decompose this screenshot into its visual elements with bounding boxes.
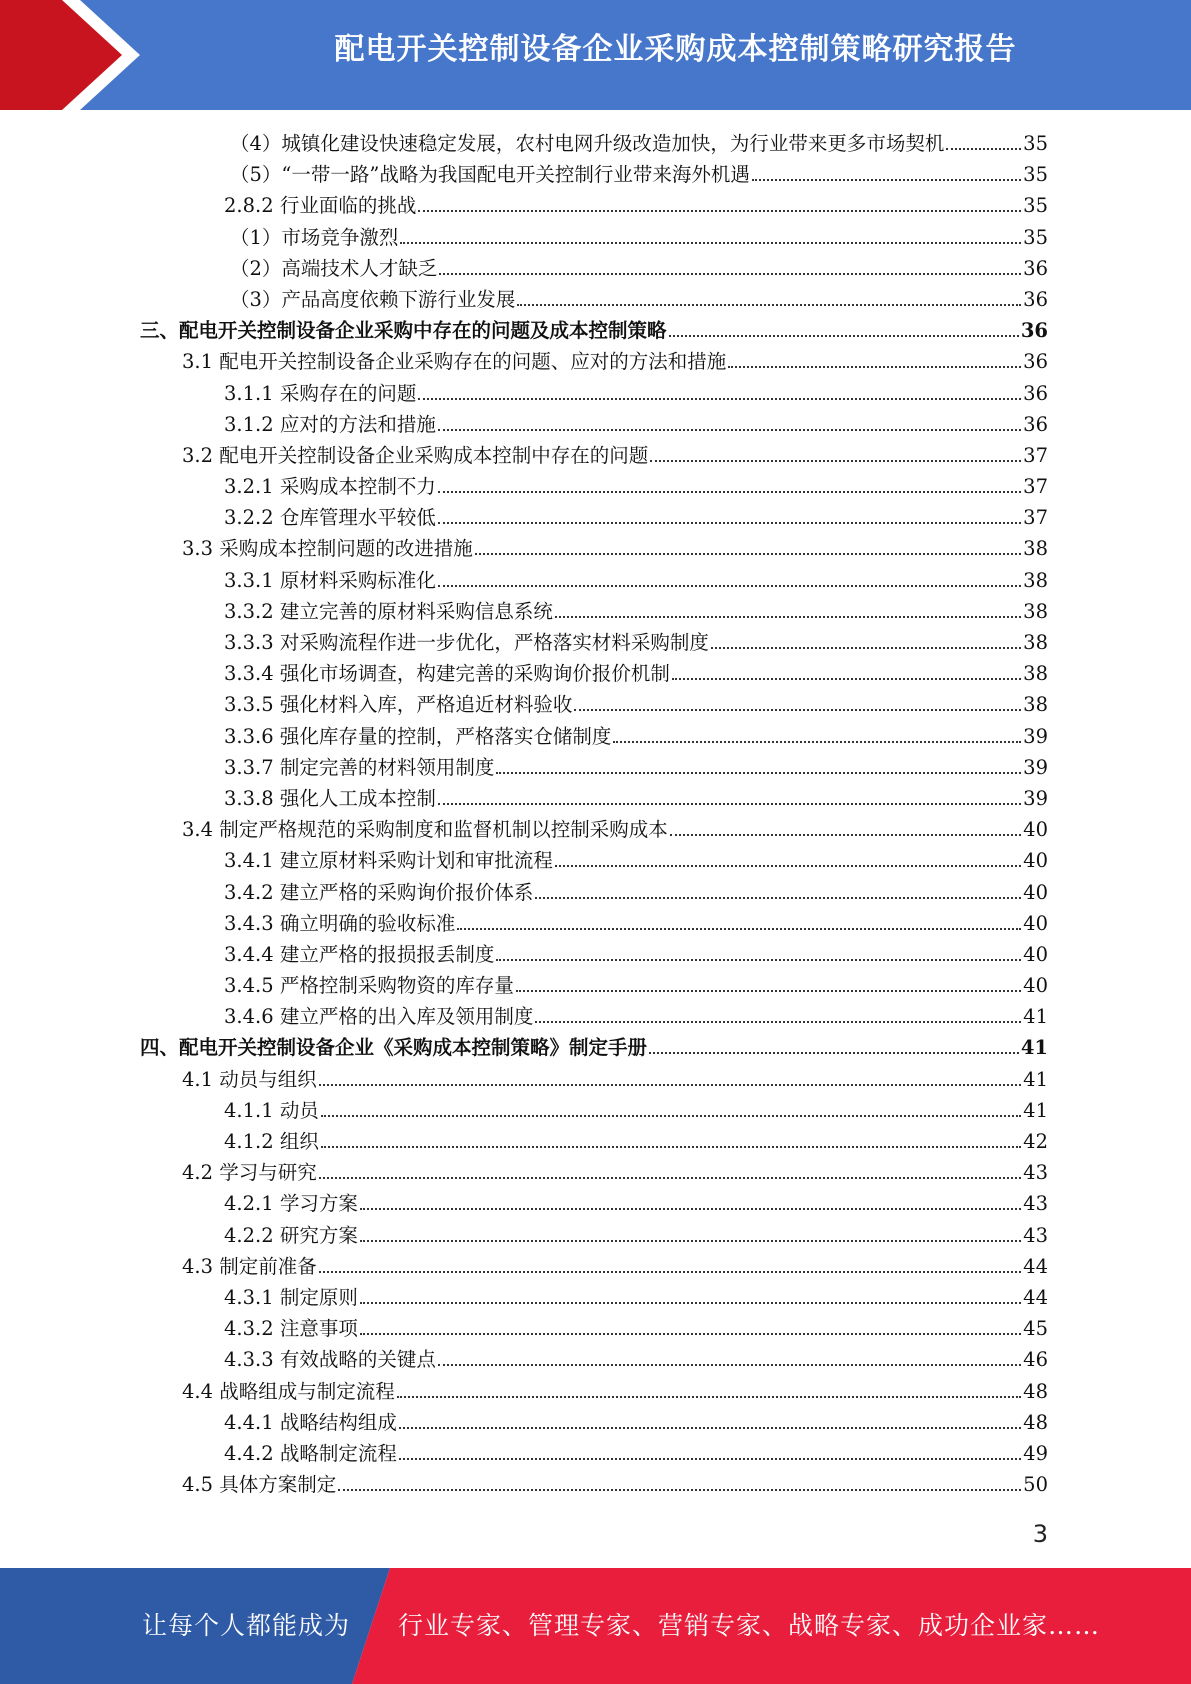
toc-dot-leader [555,616,1021,618]
toc-dot-leader [535,1021,1021,1023]
toc-entry[interactable] [140,1095,1048,1126]
toc-dot-leader [728,366,1021,368]
toc-entry-label: 4.4.2 战略制定流程 [224,1441,397,1465]
toc-dot-leader [438,491,1021,493]
toc-entry[interactable] [140,689,1048,720]
toc-entry[interactable] [140,1282,1048,1313]
page-number: 3 [1032,1520,1048,1548]
toc-entry[interactable] [140,1032,1048,1063]
toc-entry-label: 4.3.1 制定原则 [224,1285,358,1309]
toc-dot-leader [418,210,1021,212]
toc-entry-label: 4.4 战略组成与制定流程 [182,1379,395,1403]
toc-entry-page: 36 [1023,287,1048,311]
table-of-contents [140,128,1048,1500]
toc-entry[interactable] [140,1407,1048,1438]
toc-entry[interactable] [140,284,1048,315]
toc-entry-page: 37 [1023,443,1048,467]
toc-dot-leader [650,460,1021,462]
toc-entry[interactable] [140,253,1048,284]
toc-entry[interactable] [140,1126,1048,1157]
toc-entry-label: 4.1 动员与组织 [182,1067,317,1091]
toc-dot-leader [670,834,1021,836]
toc-entry-page: 36 [1023,381,1048,405]
toc-entry[interactable] [140,159,1048,190]
toc-entry-label: 3.1 配电开关控制设备企业采购存在的问题、应对的方法和措施 [182,350,727,374]
toc-dot-leader [360,1302,1021,1304]
toc-dot-leader [321,1146,1021,1148]
toc-entry-page: 44 [1023,1285,1048,1309]
toc-entry-page: 35 [1023,194,1048,218]
toc-entry[interactable] [140,814,1048,845]
toc-entry-label: 4.2.1 学习方案 [224,1192,358,1216]
toc-entry-page: 36 [1023,350,1048,374]
toc-entry[interactable] [140,471,1048,502]
footer-slogan-left: 让每个人都能成为 [142,1611,351,1640]
toc-entry[interactable] [140,939,1048,970]
toc-entry-label: 3.4.2 建立严格的采购询价报价体系 [224,880,534,904]
toc-entry[interactable] [140,502,1048,533]
toc-entry-page: 36 [1020,319,1048,343]
toc-entry[interactable] [140,378,1048,409]
toc-entry-label: 4.2 学习与研究 [182,1161,317,1185]
toc-entry[interactable] [140,533,1048,564]
toc-entry-page: 45 [1023,1317,1048,1341]
toc-entry-page: 43 [1023,1223,1048,1247]
toc-entry-page: 43 [1023,1192,1048,1216]
toc-entry-label: 4.5 具体方案制定 [182,1473,337,1497]
header-arrow-red-chevron [0,0,122,110]
toc-dot-leader [399,1427,1021,1429]
toc-entry-label: 3.2.1 采购成本控制不力 [224,475,436,499]
toc-dot-leader [669,335,1019,337]
toc-entry[interactable] [140,222,1048,253]
toc-entry-page: 40 [1023,911,1048,935]
toc-entry-label: （5）“一带一路”战略为我国配电开关控制行业带来海外机遇 [230,163,750,187]
toc-entry-page: 38 [1023,599,1048,623]
toc-entry-page: 35 [1023,163,1048,187]
toc-dot-leader [319,1271,1021,1273]
toc-entry[interactable] [140,1376,1048,1407]
toc-entry-page: 35 [1023,132,1048,155]
toc-entry-page: 46 [1023,1348,1048,1372]
toc-entry-label: 3.4.1 建立原材料采购计划和审批流程 [224,849,553,873]
toc-entry-label: 4.1.1 动员 [224,1098,319,1122]
toc-entry-label: （3）产品高度依赖下游行业发展 [230,287,516,311]
toc-entry-label: 3.3.7 制定完善的材料领用制度 [224,755,495,779]
toc-entry[interactable] [140,409,1048,440]
toc-entry-page: 44 [1023,1254,1048,1278]
toc-entry[interactable] [140,752,1048,783]
toc-entry[interactable] [140,1469,1048,1500]
toc-dot-leader [439,273,1021,275]
toc-dot-leader [475,553,1021,555]
toc-entry[interactable] [140,1001,1048,1032]
toc-entry-page: 41 [1023,1005,1048,1029]
toc-entry-label: 3.4.5 严格控制采购物资的库存量 [224,974,514,998]
toc-entry-label: 三、配电开关控制设备企业采购中存在的问题及成本控制策略 [140,319,667,343]
page-header [0,0,1191,110]
toc-entry[interactable] [140,877,1048,908]
toc-entry[interactable] [140,346,1048,377]
toc-dot-leader [399,1458,1021,1460]
toc-entry-label: 4.2.2 研究方案 [224,1223,358,1247]
toc-entry-page: 42 [1023,1130,1048,1153]
toc-entry-label: 3.1.2 应对的方法和措施 [224,412,436,436]
toc-dot-leader [555,865,1021,867]
toc-dot-leader [574,709,1021,711]
toc-entry-label: 3.1.1 采购存在的问题 [224,381,417,405]
toc-entry-page: 40 [1023,880,1048,904]
toc-entry-label: （1）市场竞争激烈 [230,225,399,249]
toc-entry[interactable] [140,1220,1048,1251]
toc-entry-label: 4.3.2 注意事项 [224,1317,358,1341]
toc-entry-page: 36 [1023,256,1048,280]
toc-entry-page: 40 [1023,818,1048,842]
toc-entry-label: 3.4.4 建立严格的报损报丢制度 [224,942,495,966]
toc-entry[interactable] [140,1438,1048,1469]
toc-entry-label: 3.3.1 原材料采购标准化 [224,568,436,592]
toc-entry-label: 4.1.2 组织 [224,1130,319,1153]
toc-entry-page: 38 [1023,631,1048,654]
toc-entry-page: 37 [1023,475,1048,499]
toc-entry[interactable] [140,970,1048,1001]
toc-entry-label: 3.3.6 强化库存量的控制，严格落实仓储制度 [224,724,612,748]
toc-entry-page: 40 [1023,942,1048,966]
toc-dot-leader [496,772,1021,774]
toc-entry-page: 43 [1023,1161,1048,1185]
toc-entry-label: 3.4.6 建立严格的出入库及领用制度 [224,1005,534,1029]
toc-entry-label: 2.8.2 行业面临的挑战 [224,194,417,218]
toc-dot-leader [516,990,1021,992]
toc-entry-page: 48 [1023,1410,1048,1434]
toc-dot-leader [319,1177,1021,1179]
toc-entry[interactable] [140,1344,1048,1375]
toc-entry-label: 3.2 配电开关控制设备企业采购成本控制中存在的问题 [182,443,649,467]
toc-entry-page: 35 [1023,225,1048,249]
toc-dot-leader [752,179,1021,181]
toc-entry[interactable] [140,1313,1048,1344]
toc-dot-leader [319,1084,1021,1086]
toc-entry-page: 38 [1023,662,1048,686]
toc-entry[interactable] [140,783,1048,814]
footer-slogan-right: 行业专家、管理专家、营销专家、战略专家、成功企业家…… [398,1611,1101,1640]
toc-entry[interactable] [140,1064,1048,1095]
toc-entry[interactable] [140,565,1048,596]
toc-dot-leader [400,242,1021,244]
toc-entry-label: 3.3 采购成本控制问题的改进措施 [182,537,473,561]
toc-entry-page: 40 [1023,974,1048,998]
toc-dot-leader [418,398,1021,400]
toc-entry-label: 3.3.2 建立完善的原材料采购信息系统 [224,599,553,623]
toc-entry-label: （4）城镇化建设快速稳定发展，农村电网升级改造加快，为行业带来更多市场契机 [230,132,945,155]
toc-entry-page: 49 [1023,1441,1048,1465]
toc-entry[interactable] [140,190,1048,221]
toc-entry-page: 40 [1023,849,1048,873]
document-title: 配电开关控制设备企业采购成本控制策略研究报告 [334,32,1017,67]
toc-entry-label: 3.3.5 强化材料入库，严格追近材料验收 [224,693,573,717]
toc-entry-label: 3.4.3 确立明确的验收标准 [224,911,456,935]
toc-entry-label: 四、配电开关控制设备企业《采购成本控制策略》制定手册 [140,1036,648,1060]
toc-entry-page: 36 [1023,412,1048,436]
toc-entry[interactable] [140,596,1048,627]
toc-dot-leader [711,647,1021,649]
toc-entry[interactable] [140,1188,1048,1219]
toc-entry-label: 4.3.3 有效战略的关键点 [224,1348,436,1372]
toc-entry-label: 4.4.1 战略结构组成 [224,1410,397,1434]
header-arrow-graphic [0,0,160,110]
toc-entry[interactable] [140,1251,1048,1282]
toc-entry-label: 3.4 制定严格规范的采购制度和监督机制以控制采购成本 [182,818,668,842]
toc-entry[interactable] [140,658,1048,689]
toc-entry[interactable] [140,128,1048,159]
page-footer [0,1568,1191,1684]
toc-dot-leader [338,1489,1021,1491]
toc-dot-leader [517,304,1021,306]
toc-dot-leader [321,1115,1021,1117]
toc-entry-page: 39 [1023,786,1048,810]
toc-entry[interactable] [140,721,1048,752]
toc-dot-leader [649,1052,1019,1054]
toc-entry-page: 38 [1023,568,1048,592]
toc-entry[interactable] [140,627,1048,658]
toc-entry-page: 41 [1020,1036,1048,1060]
toc-entry[interactable] [140,1157,1048,1188]
toc-dot-leader [360,1240,1021,1242]
toc-dot-leader [438,429,1021,431]
toc-dot-leader [496,959,1021,961]
toc-entry-label: 3.3.4 强化市场调查，构建完善的采购询价报价机制 [224,662,670,686]
toc-dot-leader [457,928,1021,930]
toc-dot-leader [438,1364,1021,1366]
toc-entry-page: 50 [1023,1473,1048,1497]
toc-entry-label: 4.3 制定前准备 [182,1254,317,1278]
toc-entry-page: 39 [1023,724,1048,748]
toc-dot-leader [613,741,1021,743]
toc-dot-leader [438,585,1021,587]
toc-dot-leader [360,1333,1021,1335]
toc-entry-page: 38 [1023,693,1048,717]
toc-entry-label: （2）高端技术人才缺乏 [230,256,438,280]
toc-entry-label: 3.3.3 对采购流程作进一步优化，严格落实材料采购制度 [224,631,709,654]
toc-entry-page: 41 [1023,1098,1048,1122]
toc-entry-label: 3.2.2 仓库管理水平较低 [224,506,436,530]
toc-entry-page: 38 [1023,537,1048,561]
toc-dot-leader [946,148,1021,150]
toc-dot-leader [672,678,1021,680]
toc-entry-page: 39 [1023,755,1048,779]
toc-entry-page: 48 [1023,1379,1048,1403]
toc-entry[interactable] [140,440,1048,471]
toc-entry[interactable] [140,908,1048,939]
toc-dot-leader [438,522,1021,524]
toc-entry-page: 41 [1023,1067,1048,1091]
toc-dot-leader [535,897,1021,899]
toc-entry[interactable] [140,845,1048,876]
toc-entry[interactable] [140,315,1048,346]
toc-dot-leader [438,803,1021,805]
toc-dot-leader [360,1208,1021,1210]
toc-entry-page: 37 [1023,506,1048,530]
toc-dot-leader [397,1396,1021,1398]
toc-entry-label: 3.3.8 强化人工成本控制 [224,786,436,810]
